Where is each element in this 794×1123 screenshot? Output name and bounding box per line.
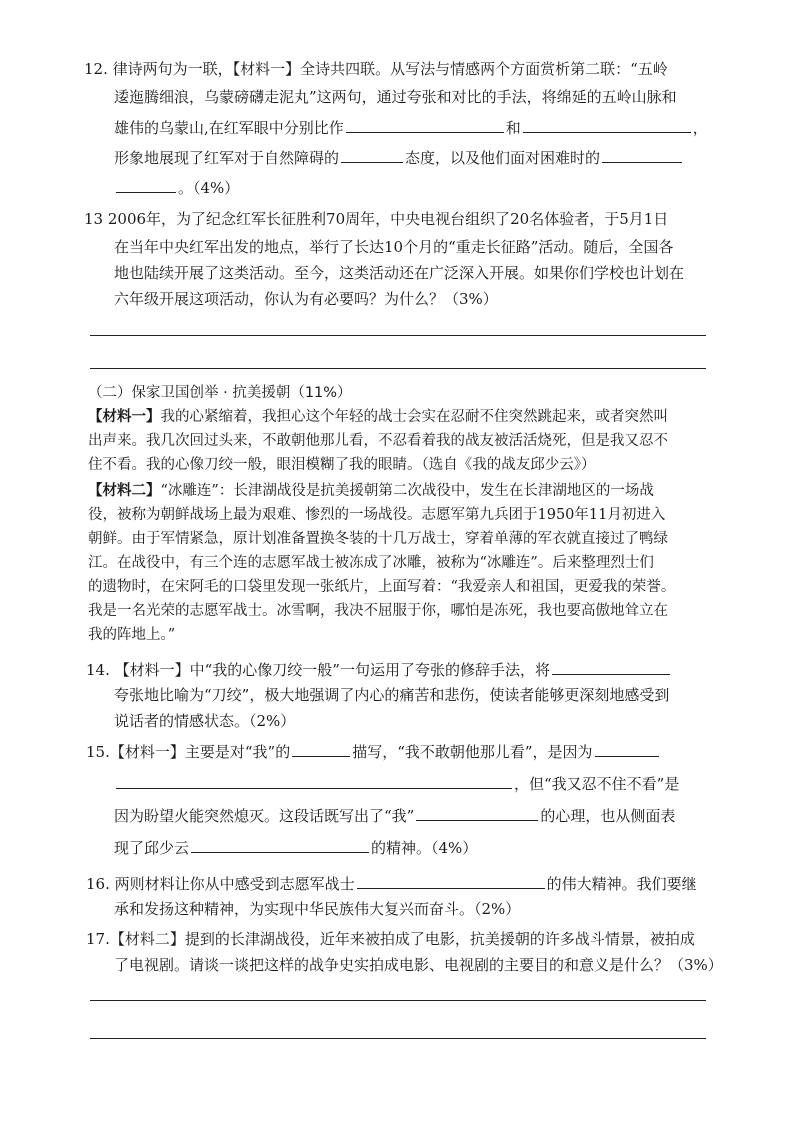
q14-line1: 14. 【材料一】中“我的心像刀绞一般”一句运用了夸张的修辞手法，将 [86, 658, 672, 681]
answer-blank[interactable] [341, 146, 403, 163]
q16-line2: 承和发扬这种精神，为实现中华民族伟大复兴而奋斗。（2%） [114, 900, 521, 918]
q12-line5: 。（4%） [114, 176, 239, 199]
q14-line3: 说话者的情感状态。（2%） [114, 712, 296, 730]
answer-blank[interactable] [552, 658, 670, 675]
q16-line1: 16. 两则材料让你从中感受到志愿军战士 的伟大精神。我们要继 [86, 872, 697, 895]
answer-blank[interactable] [357, 872, 545, 889]
material2-line2: 役，被称为朝鲜战场上最为艰难、惨烈的一场战役。志愿军第九兵团于1950年11月初进入 [88, 507, 666, 523]
answer-blank[interactable] [116, 176, 176, 193]
q13-line4: 六年级开展这项活动，你认为有必要吗？为什么？（3%） [114, 290, 498, 308]
material2-line5: 的遗物时，在宋阿毛的口袋里发现一张纸片，上面写着：“我爱亲人和祖国，更爱我的荣誉。 [88, 579, 676, 595]
material2-line1: 【材料二】“冰雕连”：长津湖战役是抗美援朝第二次战役中，发生在长津湖地区的一场战 [88, 482, 654, 499]
q12-line4: 形象地展现了红军对于自然障碍的 态度，以及他们面对困难时的 [114, 146, 684, 169]
answer-blank[interactable] [523, 116, 691, 133]
answer-blank[interactable] [116, 772, 512, 789]
answer-line[interactable] [90, 335, 706, 336]
q17-line1: 17.【材料二】提到的长津湖战役，近年来被拍成了电影，抗美援朝的许多战斗情景，被拍成 [86, 930, 695, 948]
q12-line3: 雄伟的乌蒙山,在红军眼中分别比作 和 ， [114, 116, 708, 139]
q17-line2: 了电视剧。请谈一谈把这样的战争史实拍成电影、电视剧的主要目的和意义是什么？（3%） [114, 956, 723, 974]
answer-blank[interactable] [416, 804, 538, 821]
answer-blank[interactable] [346, 116, 504, 133]
answer-blank[interactable] [191, 836, 369, 853]
answer-line[interactable] [90, 1000, 706, 1001]
answer-blank[interactable] [602, 146, 682, 163]
answer-line[interactable] [90, 1038, 706, 1039]
q13-line3: 地也陆续开展了这类活动。至今，这类活动还在广泛深入开展。如果你们学校也计划在 [114, 264, 685, 282]
section-heading: （二）保家卫国创举 · 抗美援朝（11%） [88, 385, 352, 401]
q15-line2: ，但“我又忍不住不看”是 [114, 772, 679, 795]
q14-line2: 夸张地比喻为“刀绞”，极大地强调了内心的痛苦和悲伤，使读者能够更深刻地感受到 [114, 686, 670, 704]
q15-line3: 因为盼望火能突然熄灭。这段话既写出了“我” 的心理，也从侧面表 [114, 804, 675, 827]
material1-line2: 出声来。我几次回过头来，不敢朝他那儿看，不忍看着我的战友被活活烧死，但是我又忍不 [88, 433, 668, 449]
q13-line1: 13 2006年，为了纪念红军长征胜利70周年，中央电视台组织了20名体验者，于5月1日 [84, 210, 669, 228]
q15-line1: 15.【材料一】主要是对“我”的 描写，“我不敢朝他那儿看”，是因为 [86, 740, 661, 763]
material1-line3: 住不看。我的心像刀绞一般，眼泪模糊了我的眼睛。（选自《我的战友邱少云》） [88, 457, 596, 473]
answer-blank[interactable] [292, 740, 350, 757]
material2-line4: 江。在战役中，有三个连的志愿军战士被冻成了冰雕，被称为“冰雕连”。后来整理烈士们 [88, 555, 654, 571]
material2-line7: 我的阵地上。” [88, 627, 176, 643]
q13-line2: 在当年中央红军出发的地点，举行了长达10个月的“重走长征路”活动。随后，全国各 [114, 238, 674, 256]
q12-line2: 逶迤腾细浪，乌蒙磅礴走泥丸”这两句，通过夸张和对比的手法，将绵延的五岭山脉和 [114, 88, 677, 106]
answer-blank[interactable] [595, 740, 659, 757]
material2-line6: 我是一名光荣的志愿军战士。冰雪啊，我决不屈服于你，哪怕是冻死，我也要高傲地耸立在 [88, 603, 668, 619]
material2-line3: 朝鲜。由于军情紧急，原计划准备置换冬装的十几万战士，穿着单薄的军衣就直接过了鸭绿 [88, 531, 668, 547]
q15-line4: 现了邱少云 的精神。（4%） [114, 836, 477, 859]
q12-text: 12. 律诗两句为一联，【材料一】全诗共四联。从写法与情感两个方面赏析第二联：“五岭 [84, 60, 668, 78]
q12-line1 [84, 58, 668, 80]
answer-line[interactable] [90, 368, 706, 369]
material1-line1: 【材料一】我的心紧缩着，我担心这个年轻的战士会实在忍耐不住突然跳起来，或者突然叫 [88, 408, 668, 425]
